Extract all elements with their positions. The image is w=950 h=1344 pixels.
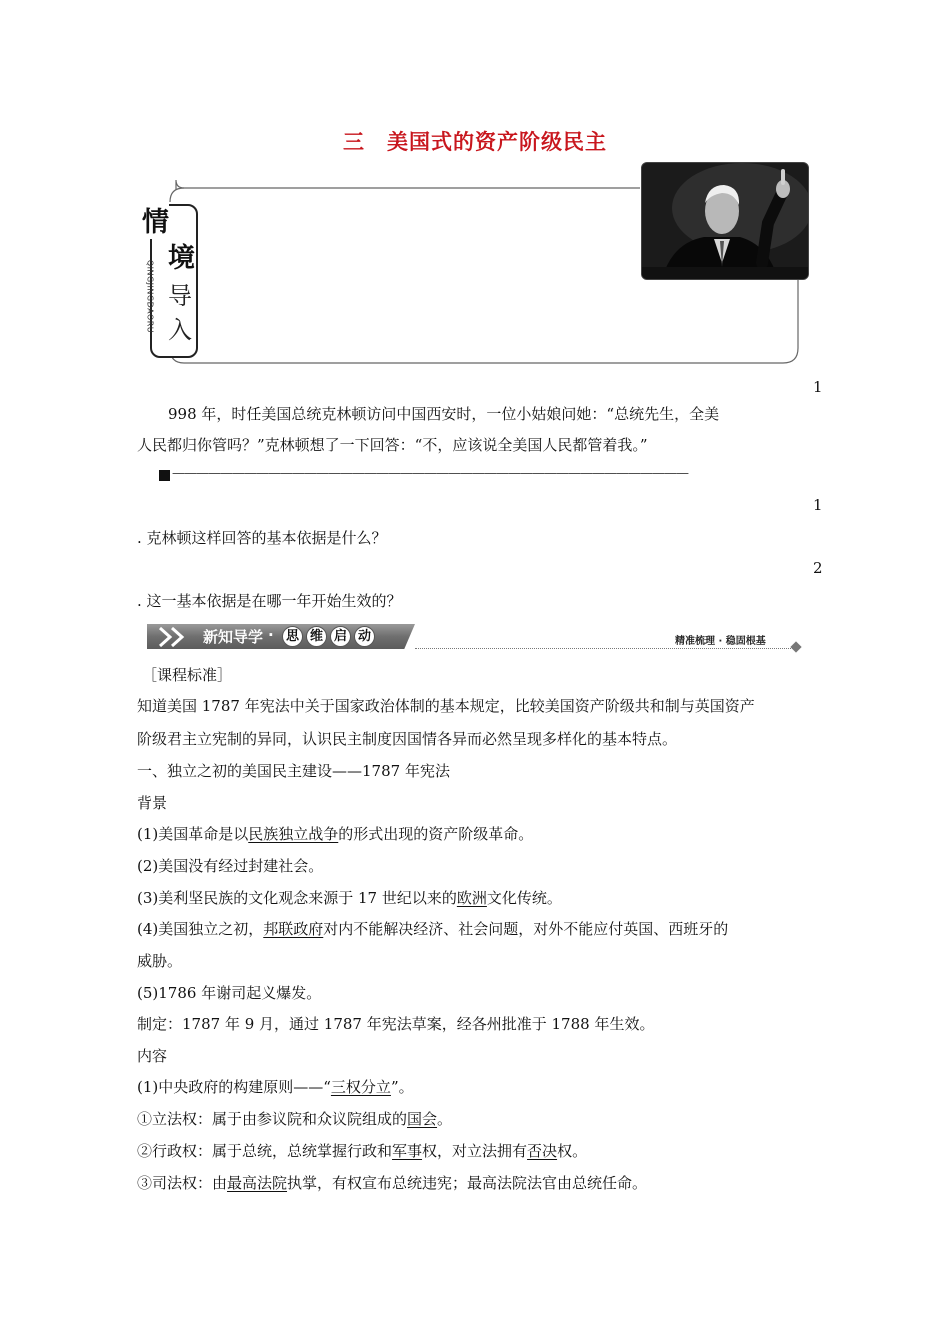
background-label: 背景 xyxy=(137,794,168,812)
page-mark-2: 1 xyxy=(813,496,823,514)
chevrons-icon xyxy=(157,626,197,648)
page-mark-1: 1 xyxy=(813,378,823,396)
background-item-4: (4)美国独立之初，邦联政府对内不能解决经济、社会问题，对外不能应付英国、西班牙的 xyxy=(137,920,729,938)
section-heading-1: 一、独立之初的美国民主建设——1787 年宪法 xyxy=(137,762,450,780)
content-item-legislative: ①立法权：属于由参议院和众议院组成的国会。 xyxy=(137,1110,453,1128)
badge-char-3: 导 xyxy=(168,282,192,310)
banner-left-label: 新知导学 xyxy=(203,628,264,646)
banner-rule xyxy=(415,648,795,649)
intro-line-2: 人民都归你管吗？”克林顿想了一下回答：“不，应该说全美国人民都管着我。” xyxy=(137,436,648,454)
intro-line-1: 998 年，时任美国总统克林顿访问中国西安时，一位小姑娘问她：“总统先生，全美 xyxy=(168,405,720,423)
content-label: 内容 xyxy=(137,1047,168,1065)
bubble-4: 动 xyxy=(354,626,375,647)
banner-right-label: 精准梳理 · 稳固根基 xyxy=(675,636,766,647)
badge-char-1: 情 xyxy=(142,200,169,239)
background-item-4-cont: 威胁。 xyxy=(137,952,183,970)
background-item-1: (1)美国革命是以民族独立战争的形式出现的资产阶级革命。 xyxy=(137,825,534,843)
blank-answer: 最高法院 xyxy=(227,1174,288,1192)
blank-answer: 军事 xyxy=(392,1142,423,1160)
badge-char-2: 境 xyxy=(168,243,195,274)
content-item-judicial: ③司法权：由最高法院执掌，有权宣布总统违宪；最高法院法官由总统任命。 xyxy=(137,1174,648,1192)
standard-line-2: 阶级君主立宪制的异同，认识民主制度因国情各异而必然呈现多样化的基本特点。 xyxy=(137,730,678,748)
blank-answer: 民族独立战争 xyxy=(248,825,339,843)
background-item-5: (5)1786 年谢司起义爆发。 xyxy=(137,984,322,1002)
page-mark-3: 2 xyxy=(813,559,823,577)
bubble-1: 思 xyxy=(282,626,303,647)
blank-answer: 否决 xyxy=(527,1142,558,1160)
intro-badge xyxy=(140,200,202,358)
section-banner xyxy=(147,622,807,652)
content-item-executive: ②行政权：属于总统，总统掌握行政和军事权，对立法拥有否决权。 xyxy=(137,1142,588,1160)
page-title: 三 美国式的资产阶级民主 xyxy=(343,130,607,154)
question-1: . 克林顿这样回答的基本依据是什么？ xyxy=(137,529,387,547)
course-standard-label: ［课程标准］ xyxy=(142,666,233,684)
content-item-1: (1)中央政府的构建原则——“三权分立”。 xyxy=(137,1078,414,1096)
diamond-icon xyxy=(790,641,801,652)
badge-char-4: 入 xyxy=(168,316,192,344)
making-line: 制定：1787 年 9 月，通过 1787 年宪法草案，经各州批准于 1788 年生效。 xyxy=(137,1015,655,1033)
badge-pinyin: QINGJINGDAORU xyxy=(145,259,155,334)
blank-answer: 欧洲 xyxy=(456,889,487,907)
blank-answer: 邦联政府 xyxy=(263,920,324,938)
separator-square-icon xyxy=(159,470,170,481)
background-item-3: (3)美利坚民族的文化观念来源于 17 世纪以来的欧洲文化传统。 xyxy=(137,889,562,907)
bubble-2: 维 xyxy=(306,626,327,647)
question-2: . 这一基本依据是在哪一年开始生效的？ xyxy=(137,592,402,610)
banner-dot: · xyxy=(268,626,274,644)
blank-answer: 三权分立 xyxy=(330,1078,391,1096)
bubble-3: 启 xyxy=(330,626,351,647)
speaker-photo xyxy=(641,162,809,280)
background-item-2: (2)美国没有经过封建社会。 xyxy=(137,857,324,875)
separator-dashes: ——————————————————————————————————————————— xyxy=(172,466,688,481)
standard-line-1: 知道美国 1787 年宪法中关于国家政治体制的基本规定，比较美国资产阶级共和制与英国资产 xyxy=(137,697,755,715)
blank-answer: 国会 xyxy=(407,1110,438,1128)
